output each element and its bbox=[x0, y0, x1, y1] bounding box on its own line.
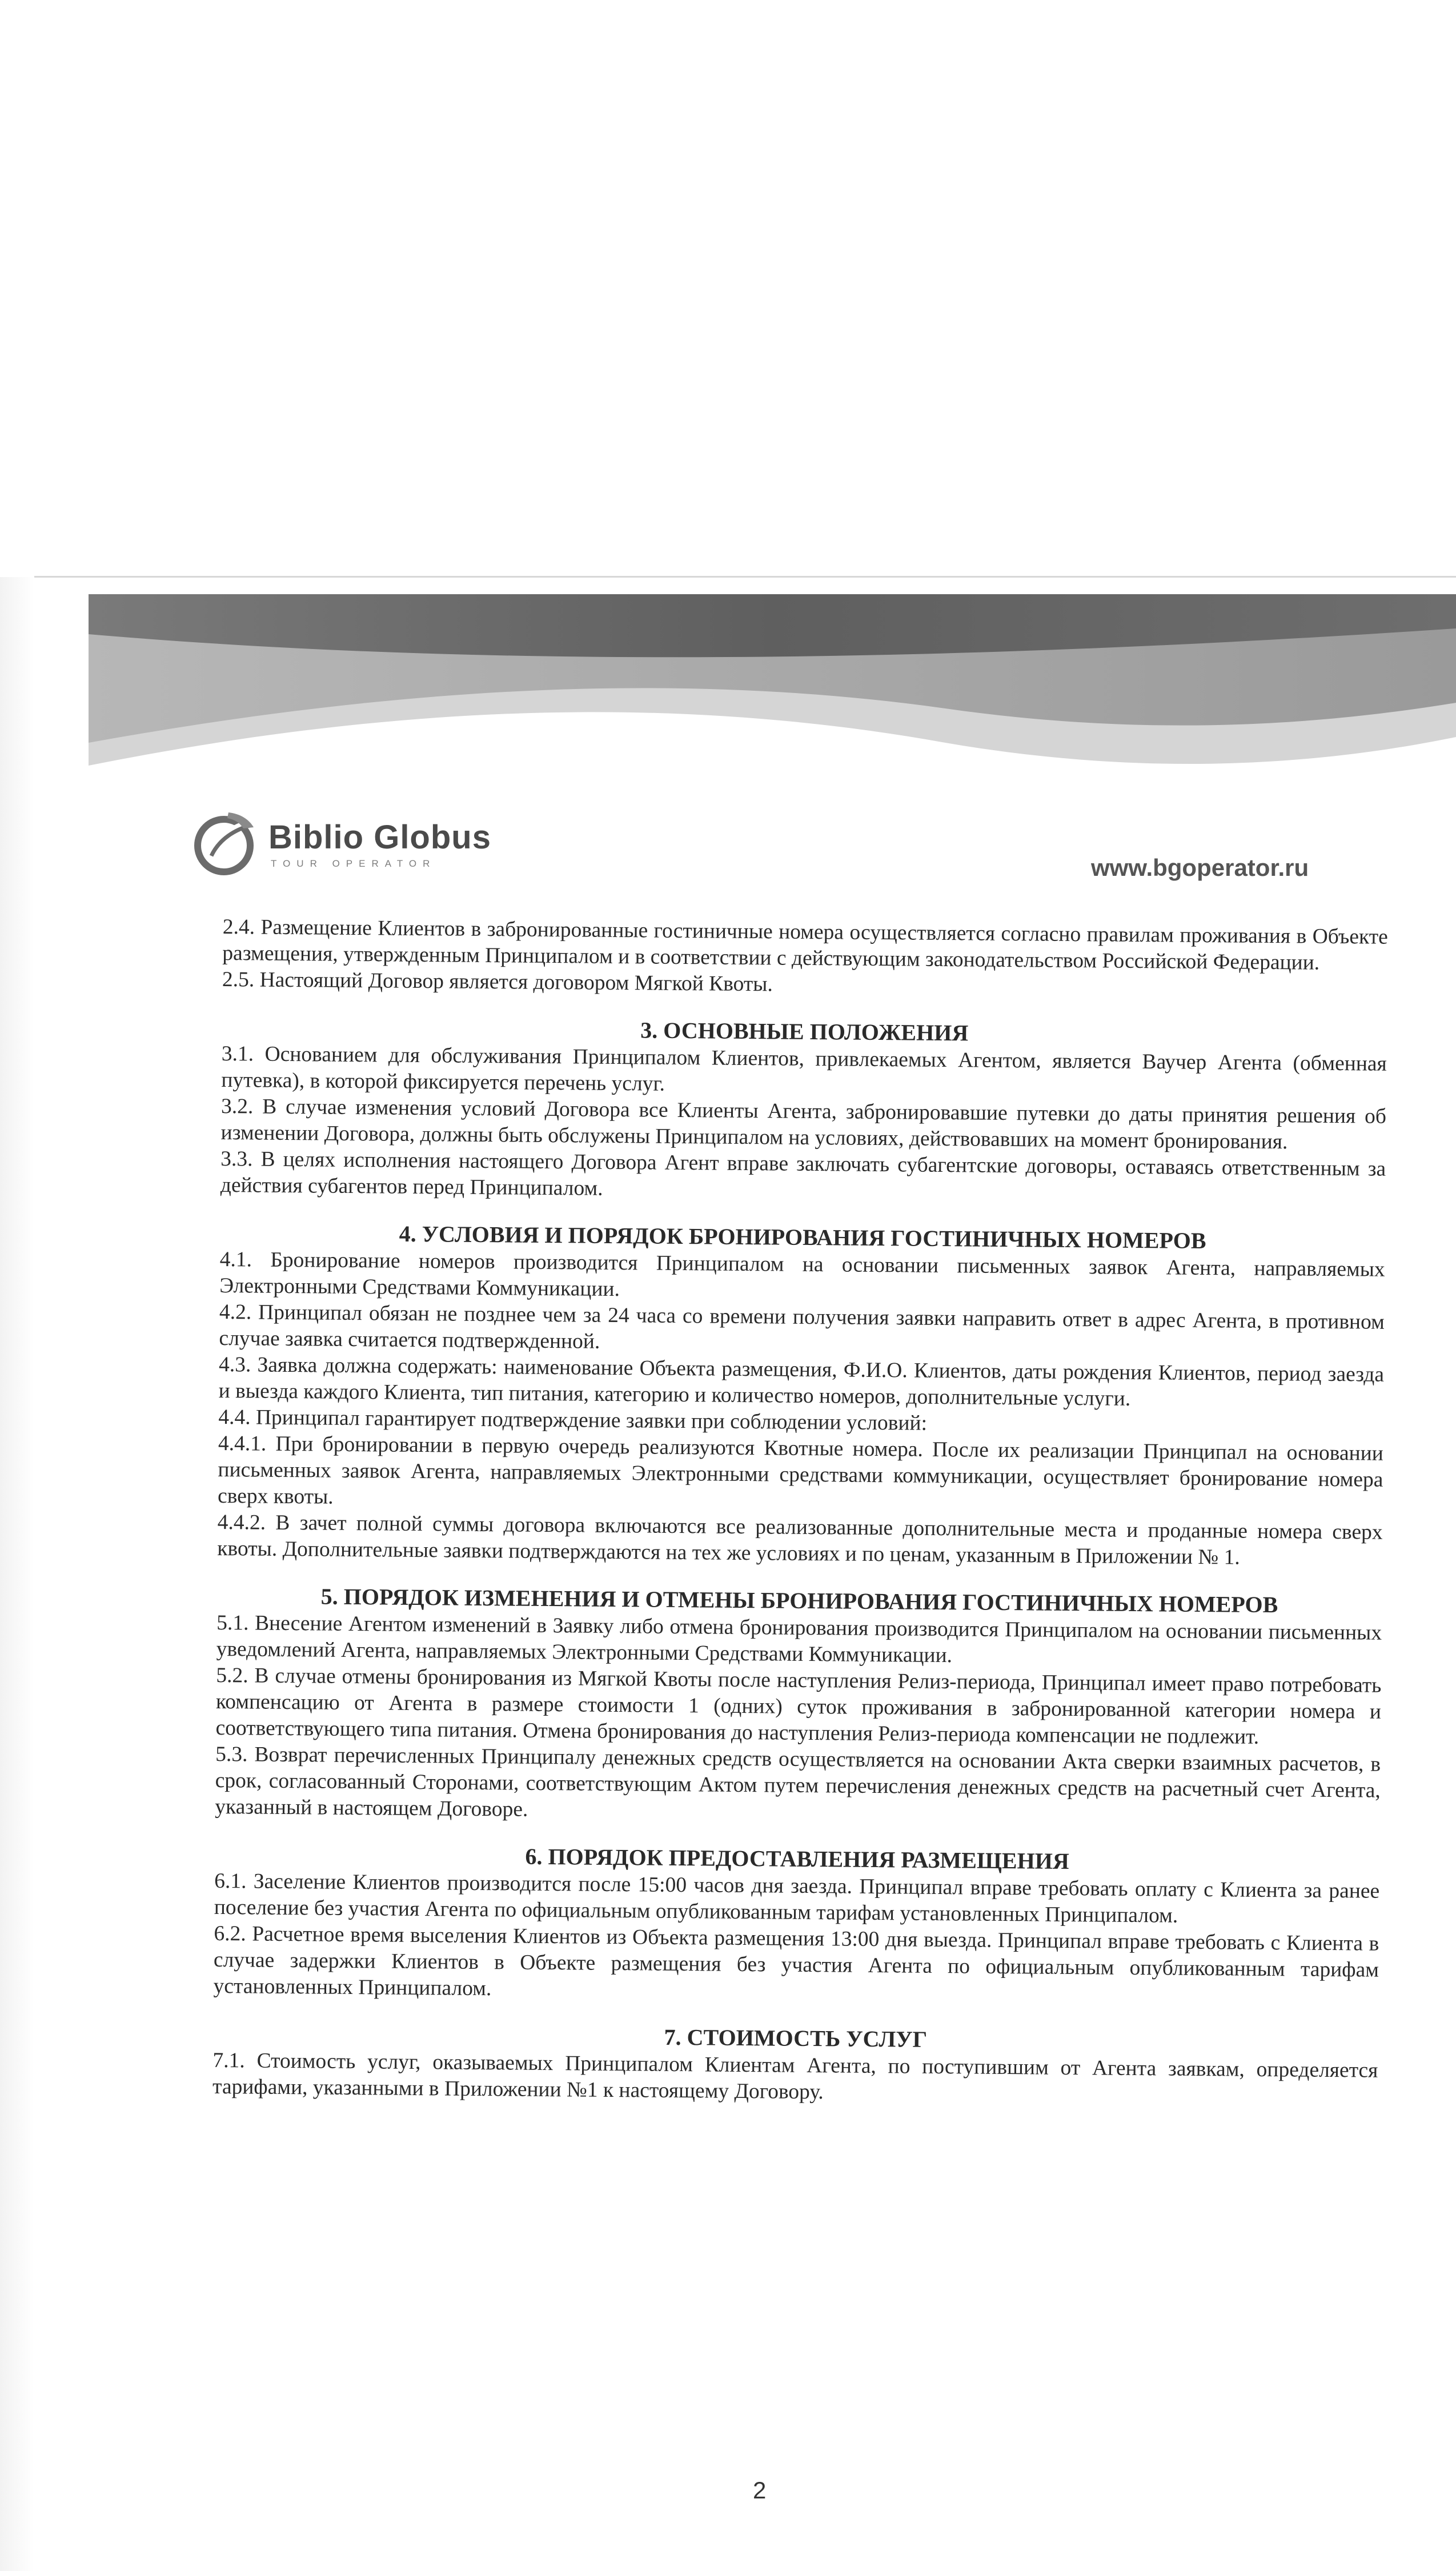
clause-paragraph: 5.2. В случае отмены бронирования из Мягкой Квоты после наступления Релиз-периода, Принципал имеет право потребовать компенсацию от Агента в размере стоимости 1 (одних) суток проживания в забронированной категории номера и соответствующего типа питания. Отмена бронирования до наступления Релиз-периода компенсации не подлежит. bbox=[215, 1663, 1382, 1749]
clause-paragraph: 3.3. В целях исполнения настоящего Договора Агент вправе заключать субагентские договоры, оставаясь ответственным за действия субагентов перед Принципалом. bbox=[220, 1147, 1386, 1200]
globe-swirl-icon bbox=[188, 806, 263, 880]
clause-paragraph: 4.4.2. В зачет полной суммы договора включаются все реализованные дополнительные места и проданные номера сверх квоты. Дополнительные заявки подтверждаются на тех же условиях и по ценам, указанным в Приложении № 1. bbox=[217, 1510, 1383, 1569]
clause-paragraph: 4.4.1. При бронировании в первую очередь реализуются Квотные номера. После их реализации Принципал на основании письменных заявок Агента, направляемых Электронными средствами коммуникации, осуществляет бронирование номера сверх квоты. bbox=[217, 1431, 1384, 1509]
brand-name: Biblio Globus bbox=[268, 819, 491, 856]
clause-paragraph: 2.5. Настоящий Договор является договором Мягкой Квоты. bbox=[222, 967, 773, 996]
section-heading: 6. ПОРЯДОК ПРЕДОСТАВЛЕНИЯ РАЗМЕЩЕНИЯ bbox=[525, 1843, 1069, 1874]
clause-paragraph: 5.1. Внесение Агентом изменений в Заявку либо отмена бронирования производится Принципалом на основании письменных уведомлений Агента, направляемых Электронными Средствами Коммуникации. bbox=[216, 1611, 1382, 1668]
document-page bbox=[34, 577, 1456, 2571]
clause-paragraph: 3.2. В случае изменения условий Договора все Клиенты Агента, забронировавшие путевки до даты принятия решения об изменении Договора, должны быть обслужены Принципалом на условиях, действовавших на момент бронирования. bbox=[220, 1094, 1387, 1154]
clause-paragraph: 5.3. Возврат перечисленных Принципалу денежных средств осуществляется на основании Акта сверки взаимных расчетов, в срок, согласованный Сторонами, соответствующим Актом путем перечисления денежных средств на расчетный счет Агента, указанный в настоящем Договоре. bbox=[215, 1742, 1381, 1821]
company-logo bbox=[188, 806, 554, 886]
clause-paragraph: 6.2. Расчетное время выселения Клиентов из Объекта размещения 13:00 дня выезда. Принципал вправе требовать с Клиента в случае задержки Клиентов в Объекте размещения без участия Агента по официальным опубликованным тарифам установленных Принципалом. bbox=[213, 1921, 1379, 2001]
brand-tagline: TOUR OPERATOR bbox=[271, 858, 436, 869]
clause-paragraph: 4.1. Бронирование номеров производится Принципалом на основании письменных заявок Агента, направляемых Электронными Средствами Коммуникации. bbox=[219, 1247, 1385, 1301]
section-heading: 4. УСЛОВИЯ И ПОРЯДОК БРОНИРОВАНИЯ ГОСТИНИЧНЫХ НОМЕРОВ bbox=[399, 1220, 1206, 1254]
clause-paragraph: 7.1. Стоимость услуг, оказываемых Принципалом Клиентам Агента, по поступившим от Агента заявкам, определяется тарифами, указанными в Приложении №1 к настоящему Договору. bbox=[212, 2048, 1378, 2104]
scan-edge-left bbox=[0, 577, 34, 2571]
blank-scan-area bbox=[0, 0, 1456, 577]
page-number: 2 bbox=[753, 2477, 767, 2504]
section-heading: 5. ПОРЯДОК ИЗМЕНЕНИЯ И ОТМЕНЫ БРОНИРОВАНИЯ ГОСТИНИЧНЫХ НОМЕРОВ bbox=[320, 1583, 1278, 1618]
website-url: www.bgoperator.ru bbox=[1091, 854, 1309, 881]
section-heading: 7. СТОИМОСТЬ УСЛУГ bbox=[664, 2024, 928, 2052]
clause-paragraph: 3.1. Основанием для обслуживания Принципалом Клиентов, привлекаемых Агентом, является Ваучер Агента (обменная путевка), в которой фиксируется перечень услуг. bbox=[221, 1042, 1387, 1096]
header-wave-banner bbox=[89, 594, 1456, 834]
clause-paragraph: 4.2. Принципал обязан не позднее чем за 24 часа со времени получения заявки направить ответ в адрес Агента, в противном случае заявка считается подтвержденной. bbox=[219, 1300, 1385, 1353]
section-heading: 3. ОСНОВНЫЕ ПОЛОЖЕНИЯ bbox=[640, 1017, 969, 1046]
clause-paragraph: 4.3. Заявка должна содержать: наименование Объекта размещения, Ф.И.О. Клиентов, даты рождения Клиентов, период заезда и выезда каждого Клиента, тип питания, категорию и количество номеров, дополнительные услуги. bbox=[218, 1352, 1385, 1411]
clause-paragraph: 2.4. Размещение Клиентов в забронированные гостиничные номера осуществляется согласно правилам проживания в Объекте размещения, утвержденным Принципалом и в соответствии с действующим законодательством Российской Федерации. bbox=[222, 915, 1388, 975]
clause-paragraph: 6.1. Заселение Клиентов производится после 15:00 часов дня заезда. Принципал вправе требовать оплату с Клиента за ранее поселение без участия Агента по официальным опубликованным тарифам установленных Принципалом. bbox=[214, 1869, 1380, 1928]
clause-paragraph: 4.4. Принципал гарантирует подтверждение заявки при соблюдении условий: bbox=[218, 1405, 928, 1435]
contract-text bbox=[212, 914, 1388, 2111]
